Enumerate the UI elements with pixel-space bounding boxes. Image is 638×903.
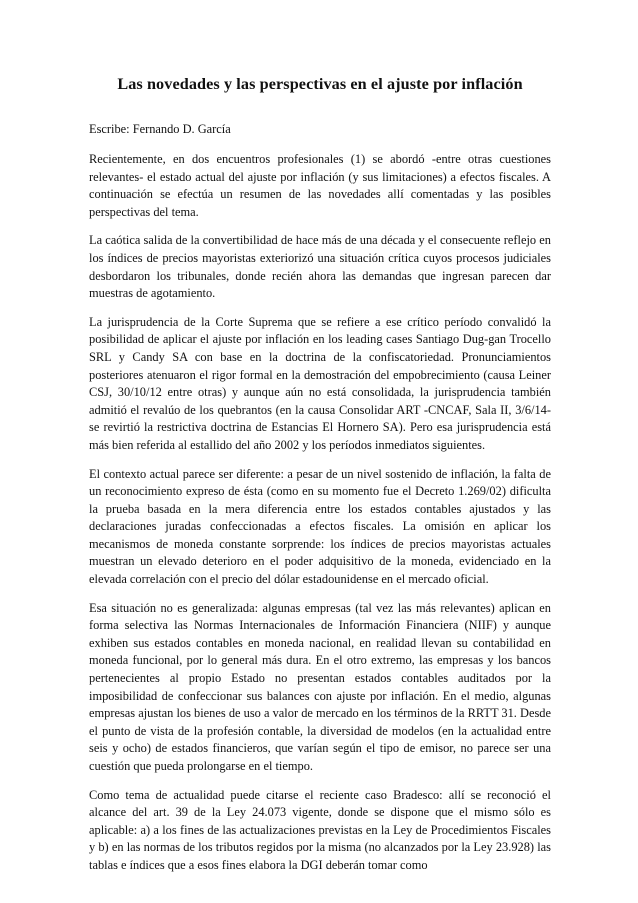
document-title: Las novedades y las perspectivas en el ajuste por inflación (117, 75, 523, 93)
paragraph-3: La jurisprudencia de la Corte Suprema que se refiere a ese crítico período convalidó la posibilidad de aplicar el ajuste por inflación en los leading cases Santiago Dug-gan Trocello SRL y Candy SA con base en la doctrina de la confiscatoriedad. Pronunciamientos posteriores atenuaron el rigor formal en la demostración del empobrecimiento (causa Leiner CSJ, 30/10/12 entre otras) y aunque aún no está consolidada, la jurisprudencia también admitió el revalúo de los quebrantos (en la causa Consolidar ART -CNCAF, Sala II, 3/6/14- se revirtió la restrictiva doctrina de Estancias El Hornero SA). Pero esa jurisprudencia está más bien referida al estallido del año 2002 y los períodos inmediatos siguientes. (89, 314, 551, 452)
paragraph-4: El contexto actual parece ser diferente: a pesar de un nivel sostenido de inflación, la falta de un reconocimiento expreso de ésta (como en su momento fue el Decreto 1.269/02) dificulta la prueba basada en la mera diferencia entre los estados contables ajustados y las declaraciones juradas confeccionadas a efectos fiscales. La omisión en aplicar los mecanismos de moneda constante sorprende: los índices de precios mayoristas actuales muestran un elevado deterioro en el poder adquisitivo de la moneda, evidenciado en la elevada correlación con el precio del dólar estadounidense en el mercado oficial. (89, 466, 551, 587)
paragraph-6: Como tema de actualidad puede citarse el reciente caso Bradesco: allí se reconoció el alcance del art. 39 de la Ley 24.073 vigente, donde se dispone que el mismo sólo es aplicable: a) a los fines de las actualizaciones previstas en la Ley de Procedimientos Fiscales y b) en las normas de los tributos regidos por la misma (no alcanzados por la Ley 23.928) las tablas e índices que a esos fines elabora la DGI deberán tomar como (89, 787, 551, 872)
paragraph-2: La caótica salida de la convertibilidad de hace más de una década y el consecuente reflejo en los índices de precios mayoristas exteriorizó una situación crítica cuyos procesos judiciales desbordaron los tribunales, donde recién ahora las demandas que ingresan parecen dar muestras de agotamiento. (89, 233, 551, 301)
paragraph-5: Esa situación no es generalizada: algunas empresas (tal vez las más relevantes) aplican en forma selectiva las Normas Internacionales de Información Financiera (NIIF) y aunque exhiben sus estados contables en moneda nacional, en realidad llevan su contabilidad en moneda funcional, por lo general más dura. En el otro extremo, las empresas y los bancos pertenecientes al propio Estado no presentan estados contables auditados por la imposibilidad de confeccionar sus balances con ajuste por inflación. En el medio, algunas empresas ajustan los bienes de uso a valor de mercado en los términos de la RRTT 31. Desde el punto de vista de la profesión contable, la diversidad de modelos (en la actualidad entre seis y ocho) de estados financieros, que varían según el tipo de emisor, no parece ser una cuestión que pueda prolongarse en el tiempo. (89, 600, 551, 773)
author-byline: Escribe: Fernando D. García (89, 122, 231, 136)
paragraph-1: Recientemente, en dos encuentros profesionales (1) se abordó -entre otras cuestiones relevantes- el estado actual del ajuste por inflación (y sus limitaciones) a efectos fiscales. A continuación se efectúa un resumen de las novedades allí comentadas y las posibles perspectivas del tema. (89, 152, 551, 219)
